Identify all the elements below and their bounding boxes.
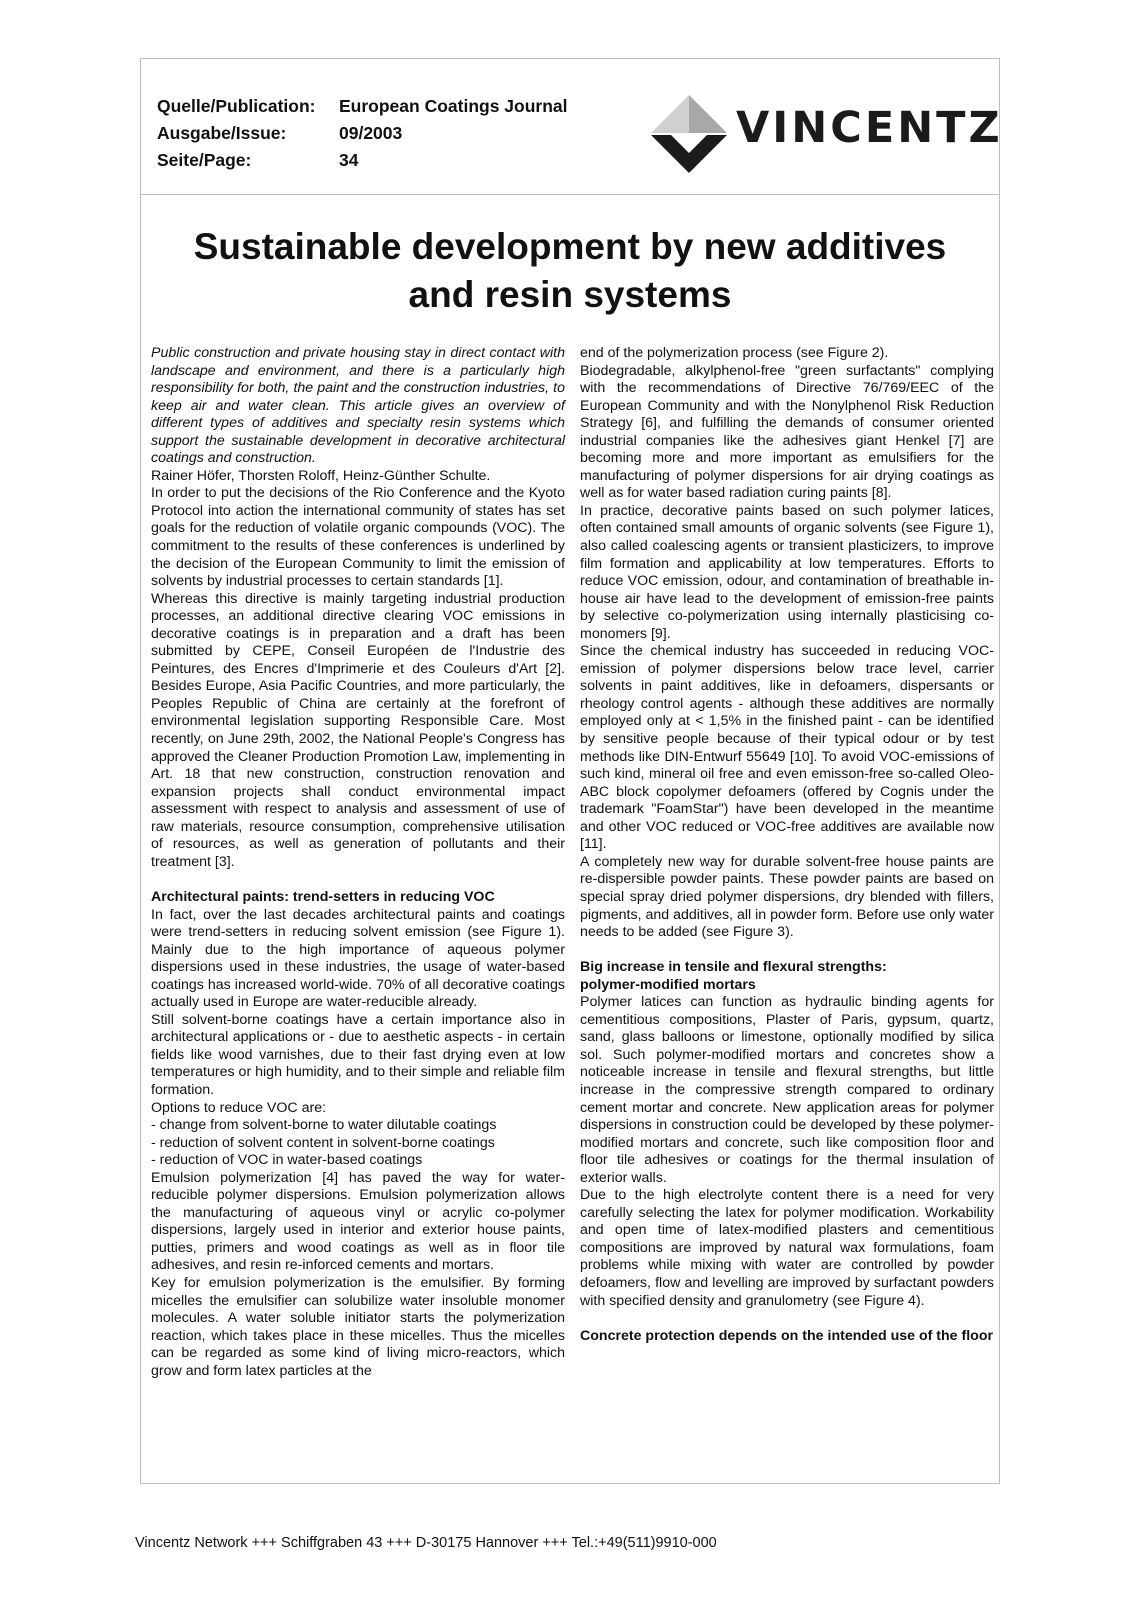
spacer bbox=[580, 1310, 994, 1328]
paragraph: end of the polymerization process (see Figure 2). bbox=[580, 345, 889, 361]
list-item: - reduction of solvent content in solvent-borne coatings bbox=[151, 1134, 495, 1151]
voc-options-list bbox=[151, 1100, 565, 1170]
paragraph: Due to the high electrolyte content there is a need for very carefully selecting the latex for polymer modification. Workability and open time of latex-modified plasters and cementitious compositions are improved by natural wax formulations, foam problems while mixing with water are controlled by powder defoamers, flow and levelling are improved by surfactant powders with specified density and granulometry (see Figure 4). bbox=[580, 1187, 994, 1309]
issue-row bbox=[157, 120, 568, 147]
title-line-1: Sustainable development by new additives bbox=[193, 226, 947, 267]
paragraph: In fact, over the last decades architectural paints and coatings were trend-setters in reducing solvent emission (see Figure 1). Mainly due to the high importance of aqueous polymer dispersions used in these industries, the usage of water-based coatings has increased world-wide. 70% of all decorative coatings actually used in Europe are water-reducible already. bbox=[151, 906, 565, 1011]
paragraph: Still solvent-borne coatings have a certain importance also in architectural applications or - due to aesthetic aspects - in certain fields like wood varnishes, due to their fast drying even at low temperatures or high humidity, and to their simple and reliable film formation. bbox=[151, 1011, 565, 1098]
article-title bbox=[141, 223, 999, 319]
publication-row bbox=[157, 93, 568, 120]
section-heading: Architectural paints: trend-setters in reducing VOC bbox=[151, 888, 495, 905]
page-value: 34 bbox=[339, 150, 359, 170]
section-heading: Concrete protection depends on the intended use of the floor bbox=[580, 1327, 994, 1344]
page-frame bbox=[140, 58, 1003, 1484]
paragraph: Whereas this directive is mainly targeting industrial production processes, an additional directive clearing VOC emissions in decorative coatings is in preparation and a draft has been submitted by CEPE, Conseil Européen de l'Industrie des Peintures, des Encres d'Imprimerie et des Couleurs d'Art [2]. Besides Europe, Asia Pacific Countries, and more particularly, the Peoples Republic of China are certainly at the forefront of environmental legislation supporting Responsible Care. Most recently, on June 29th, 2002, the National People's Congress has approved the Cleaner Production Promotion Law, implementing in Art. 18 that new construction, construction renovation and expansion projects shall conduct environmental impact assessment with respect to analysis and assessment of use of raw materials, resource consumption, comprehensive utilisation of resources, as well as generation of pollutants and their treatment [3]. bbox=[151, 590, 565, 870]
vincentz-logo-mark-icon bbox=[651, 95, 731, 175]
section-heading-cont: polymer-modified mortars bbox=[580, 976, 756, 993]
publication-header bbox=[141, 59, 1003, 195]
issue-value: 09/2003 bbox=[339, 123, 403, 143]
paragraph: Key for emulsion polymerization is the emulsifier. By forming micelles the emulsifier can solubilize water insoluble monomer molecules. A water soluble initiator starts the polymerization reaction, which takes place in these micelles. Thus the micelles can be regarded as some kind of living micro-reactors, which grow and form latex particles at the bbox=[151, 1274, 565, 1379]
publication-label: Quelle/Publication: bbox=[157, 96, 316, 116]
paragraph: A completely new way for durable solvent-free house paints are re-dispersible powder paints. These powder paints are based on special spray dried polymer dispersions, dry blended with fillers, pigments, and additives, all in powder form. Before use only water needs to be added (see Figure 3). bbox=[580, 853, 995, 941]
paragraph: Polymer latices can function as hydraulic binding agents for cementitious compositions, Plaster of Paris, gypsum, quartz, sand, glass balloons or limestone, optionally modified by silica sol. Such polymer-modified mortars and concretes show a noticeable increase in tensile and flexural strengths, but little increase in the compressive strength compared to ordinary cement mortar and concrete. New application areas for polymer dispersions in construction could be developed by these polymer-modified mortars and concrete, such like composition floor and floor tile adhesives or coatings for the thermal insulation of exterior walls. bbox=[580, 994, 994, 1186]
publication-meta bbox=[157, 93, 568, 174]
article-intro: Public construction and private housing stay in direct contact with landscape and environment, and there is a particularly high responsibility for both, the paint and the construction industries, to keep air and water clean. This article gives an overview of different types of additives and specialty resin systems which support the sustainable development in decorative architectural coatings and construction. bbox=[151, 345, 565, 467]
paragraph: Since the chemical industry has succeeded in reducing VOC-emission of polymer dispersions below trace level, carrier solvents in paint additives, like in defoamers, dispersants or rheology control agents - although these additives are normally employed only at < 1,5% in the finished paint - can be identified by sensitive people because of their typical odour or by test methods like DIN-Entwurf 55649 [10]. To avoid VOC-emissions of such kind, mineral oil free and even emisson-free so-called Oleo-ABC block copolymer defoamers (offered by Cognis under the trademark "FoamStar") have been developed in the meantime and other VOC reduced or VOC-free additives are available now [11]. bbox=[580, 643, 994, 853]
section-heading: Big increase in tensile and flexural strengths: bbox=[580, 959, 887, 976]
spacer bbox=[580, 942, 994, 960]
publication-value: European Coatings Journal bbox=[339, 96, 568, 116]
page-row bbox=[157, 147, 568, 174]
logo-wordmark: VINCENTZ bbox=[736, 103, 1003, 153]
paragraph: In practice, decorative paints based on such polymer latices, often contained small amounts of organic solvents (see Figure 1), also called coalescing agents or transient plasticizers, to improve film formation and applicability at low temperatures. Efforts to reduce VOC emission, odour, and contamination of breathable in-house air have lead to the development of emission-free paints by selective co-polymerization using internally plasticising co-monomers [9]. bbox=[580, 502, 994, 642]
paragraph: In order to put the decisions of the Rio Conference and the Kyoto Protocol into action the international community of states has set goals for the reduction of volatile organic compounds (VOC). The commitment to the results of these conferences is underlined by the decision of the European Community to limit the emission of solvents by industrial processes to certain standards [1]. bbox=[151, 485, 565, 590]
issue-label: Ausgabe/Issue: bbox=[157, 123, 287, 143]
left-column bbox=[151, 345, 565, 1380]
right-column bbox=[580, 345, 994, 1345]
paragraph: Emulsion polymerization [4] has paved the way for water-reducible polymer dispersions. Emulsion polymerization allows the manufacturing of aqueous vinyl or acrylic co-polymer dispersions, largely used in interior and exterior house paints, putties, primers and wood coatings as well as in floor tile adhesives, and resin re-inforced cements and mortars. bbox=[151, 1169, 565, 1274]
article-authors: Rainer Höfer, Thorsten Roloff, Heinz-Günther Schulte. bbox=[151, 467, 491, 484]
list-intro: Options to reduce VOC are: bbox=[151, 1099, 327, 1116]
title-line-2: and resin systems bbox=[408, 274, 732, 315]
page-footer: Vincentz Network +++ Schiffgraben 43 +++ D-30175 Hannover +++ Tel.:+49(511)9910-000 bbox=[135, 1535, 717, 1551]
list-item: - change from solvent-borne to water dilutable coatings bbox=[151, 1117, 497, 1134]
page-label: Seite/Page: bbox=[157, 150, 252, 170]
paragraph: Biodegradable, alkylphenol-free "green surfactants" complying with the recommendations of Directive 76/769/EEC of the European Community and with the Nonylphenol Risk Reduction Strategy [6], and fulfilling the demands of consumer oriented industrial companies like the adhesives giant Henkel [7] are becoming more and more important as emulsifiers for the manufacturing of polymer dispersions for air drying coatings as well as for water based radiation curing paints [8]. bbox=[580, 362, 994, 502]
spacer bbox=[151, 871, 565, 889]
vincentz-logo bbox=[651, 95, 1003, 175]
list-item: - reduction of VOC in water-based coatings bbox=[151, 1152, 423, 1169]
